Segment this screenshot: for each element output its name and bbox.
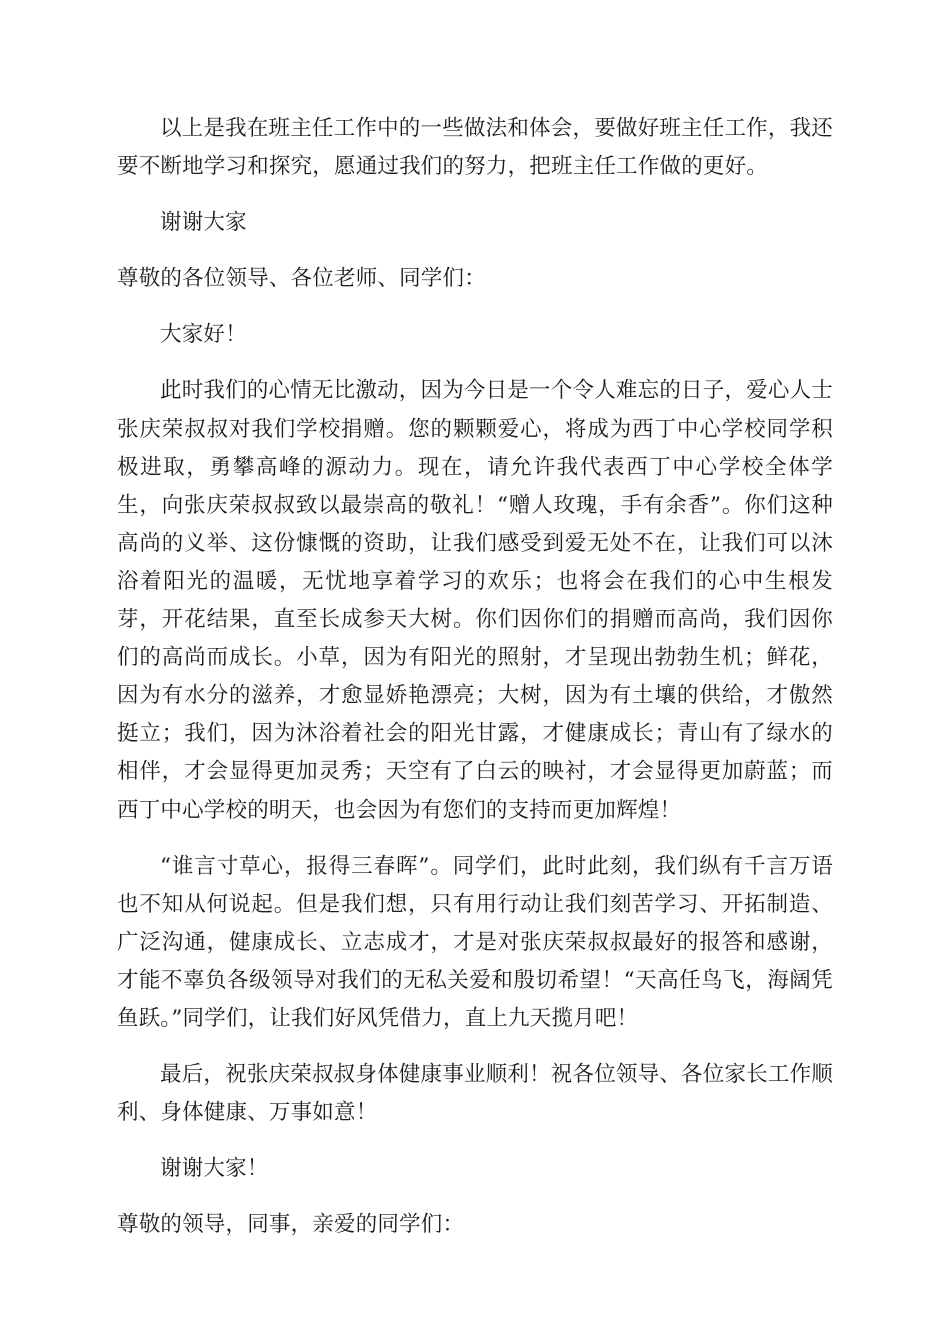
paragraph-gratitude: “谁言寸草心，报得三春晖”。同学们，此时此刻，我们纵有千言万语也不知从何说起。但是我们想，只有用行动让我们刻苦学习、开拓制造、广泛沟通，健康成长、立志成才，才是对张庆荣叔叔最好的报答和感谢，才能不辜负各级领导对我们的无私关爱和殷切希望！“天高任鸟飞，海阔凭鱼跃。”同学们，让我们好风凭借力，直上九天揽月吧！: [117, 853, 833, 1031]
paragraph-closing-remarks: 以上是我在班主任工作中的一些做法和体会，要做好班主任工作，我还要不断地学习和探究，愿通过我们的努力，把班主任工作做的更好。: [117, 116, 833, 180]
paragraph-thanks: 谢谢大家: [160, 210, 247, 236]
paragraph-wishes: 最后，祝张庆荣叔叔身体健康事业顺利！祝各位领导、各位家长工作顺利、身体健康、万事如意！: [117, 1062, 833, 1126]
paragraph-thanks-final: 谢谢大家！: [160, 1156, 269, 1182]
document-body: [117, 110, 833, 1262]
paragraph-salutation-next: 尊敬的领导，同事，亲爱的同学们：: [117, 1212, 465, 1238]
paragraph-greeting: 大家好！: [160, 322, 247, 348]
paragraph-salutation: 尊敬的各位领导、各位老师、同学们：: [117, 266, 486, 292]
paragraph-main-speech: 此时我们的心情无比激动，因为今日是一个令人难忘的日子，爱心人士张庆荣叔叔对我们学校捐赠。您的颗颗爱心，将成为西丁中心学校同学积极进取，勇攀高峰的源动力。现在，请允许我代表西丁中心学校全体学生，向张庆荣叔叔致以最崇高的敬礼！“赠人玫瑰，手有余香”。你们这种高尚的义举、这份慷慨的资助，让我们感受到爱无处不在，让我们可以沐浴着阳光的温暖，无忧地享着学习的欢乐；也将会在我们的心中生根发芽，开花结果，直至长成参天大树。你们因你们的捐赠而高尚，我们因你们的高尚而成长。小草，因为有阳光的照射，才呈现出勃勃生机；鲜花，因为有水分的滋养，才愈显娇艳漂亮；大树，因为有土壤的供给，才傲然挺立；我们，因为沐浴着社会的阳光甘露，才健康成长；青山有了绿水的相伴，才会显得更加灵秀；天空有了白云的映衬，才会显得更加蔚蓝；而西丁中心学校的明天，也会因为有您们的支持而更加辉煌！: [117, 378, 833, 823]
